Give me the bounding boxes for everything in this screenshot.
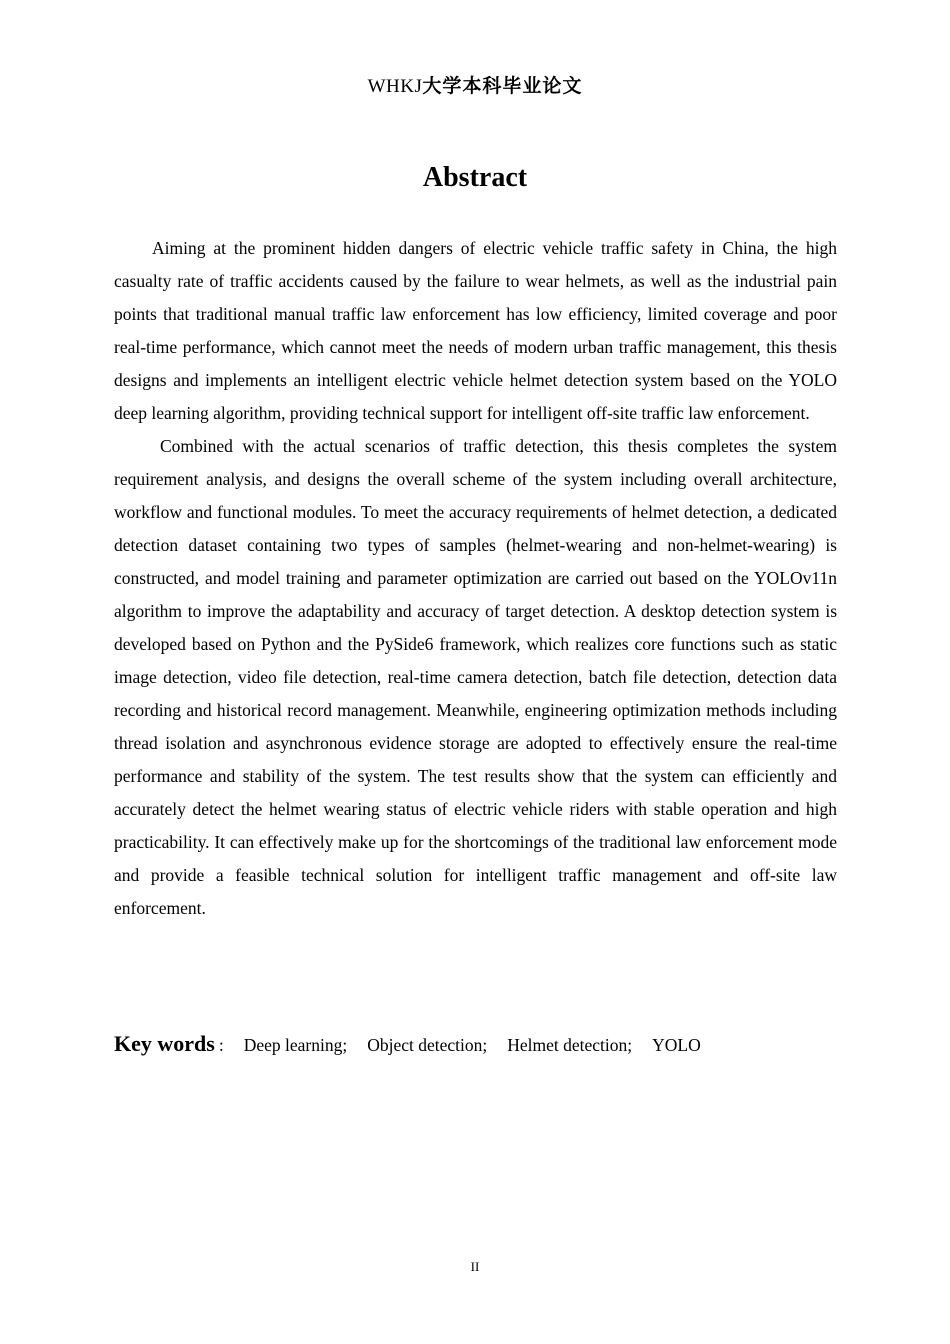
keywords-label: Key words bbox=[114, 1031, 215, 1056]
keywords-line bbox=[114, 1027, 837, 1062]
abstract-body bbox=[114, 232, 837, 925]
keyword-item: YOLO bbox=[652, 1035, 701, 1055]
page-number: II bbox=[470, 1259, 480, 1274]
abstract-paragraph-1: Aiming at the prominent hidden dangers of electric vehicle traffic safety in China, the high casualty rate of traffic accidents caused by the failure to wear helmets, as well as the industrial pain points that traditional manual traffic law enforcement has low efficiency, limited coverage and poor real-time performance, which cannot meet the needs of modern urban traffic management, this thesis designs and implements an intelligent electric vehicle helmet detection system based on the YOLO deep learning algorithm, providing technical support for intelligent off-site traffic law enforcement. bbox=[114, 238, 837, 423]
keyword-item: Helmet detection; bbox=[507, 1035, 633, 1055]
keyword-item: Object detection; bbox=[367, 1035, 488, 1055]
keyword-item: Deep learning; bbox=[243, 1035, 348, 1055]
running-header bbox=[0, 74, 950, 99]
abstract-paragraph-2: Combined with the actual scenarios of traffic detection, this thesis completes the system requirement analysis, and designs the overall scheme of the system including overall architecture, workflow and functional modules. To meet the accuracy requirements of helmet detection, a dedicated detection dataset containing two types of samples (helmet-wearing and non-helmet-wearing) is constructed, and model training and parameter optimization are carried out based on the YOLOv11n algorithm to improve the adaptability and accuracy of target detection. A desktop detection system is developed based on Python and the PySide6 framework, which realizes core functions such as static image detection, video file detection, real-time camera detection, batch file detection, detection data recording and historical record management. Meanwhile, engineering optimization methods including thread isolation and asynchronous evidence storage are adopted to effectively ensure the real-time performance and stability of the system. The test results show that the system can efficiently and accurately detect the helmet wearing status of electric vehicle riders with stable operation and high practicability. It can effectively make up for the shortcomings of the traditional law enforcement mode and provide a feasible technical solution for intelligent traffic management and off-site law enforcement. bbox=[114, 436, 837, 918]
header-university-code: WHKJ bbox=[367, 76, 423, 97]
keywords-colon: : bbox=[218, 1035, 224, 1055]
abstract-title: Abstract bbox=[422, 162, 528, 193]
header-thesis-label: 大学本科毕业论文 bbox=[422, 75, 583, 97]
